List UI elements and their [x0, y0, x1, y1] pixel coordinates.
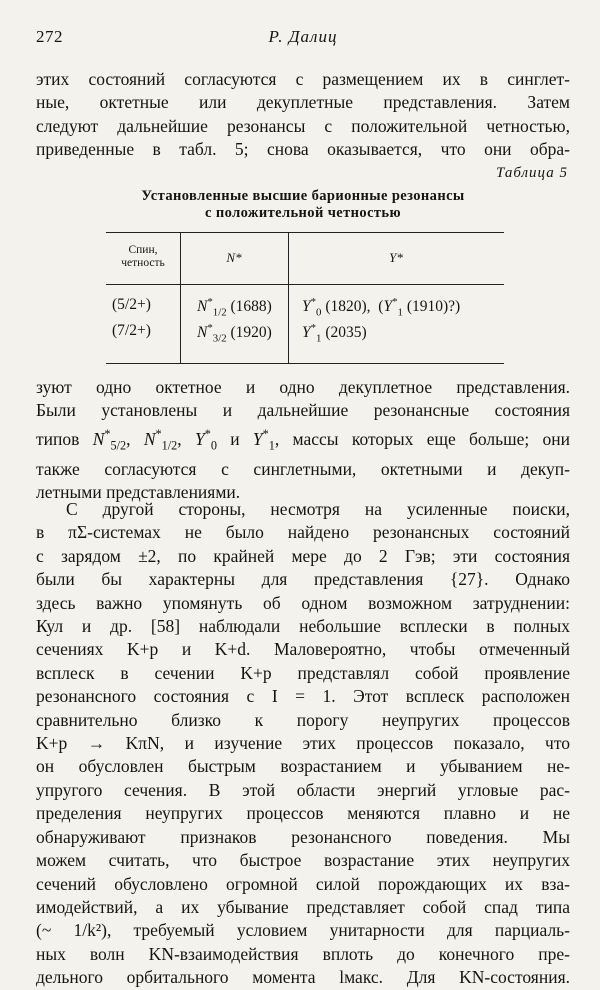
- text-line: типов $N^*_{5/2}$, $N^*_{1/2}$, $Y^*_0$ и $Y^*_1$, массы которых еще больше; они: [36, 426, 571, 453]
- text-line: С другой стороны, несмотря на усиленные поиски,: [66, 499, 570, 519]
- paragraph-3: [36, 498, 570, 990]
- text-line: (~ 1/k²), требуемый условием унитарности для парциаль-: [36, 920, 570, 941]
- text-line: сравнительно близко к порогу неупругих процессов: [36, 709, 570, 730]
- table-rule-bottom: [106, 363, 504, 364]
- row-spin: (7/2+): [112, 322, 151, 339]
- text-line: пределения неупругих процессов меняются плавно и не: [36, 803, 570, 824]
- header-spin: [106, 244, 180, 270]
- table-rule-top: [106, 232, 504, 233]
- text-line: сечениях K+p и K+d. Маловероятно, чтобы отмеченный: [36, 639, 570, 660]
- text-line: дельного орбитального момента lмакс. Для KN-состояния.: [36, 967, 570, 988]
- text-line: здесь важно упомянуть об одном возможном затруднении:: [36, 592, 570, 613]
- text-line: летными представлениями.: [36, 481, 241, 502]
- page-number: 272: [36, 27, 63, 46]
- text-line: зуют одно октетное и одно декуплетное представления.: [36, 377, 570, 397]
- table-title-line: Установленные высшие барионные резонансы: [141, 188, 465, 204]
- text-line: следуют дальнейшие резонансы с положительной четностью,: [36, 115, 570, 136]
- table-title-line: с положительной четностью: [205, 205, 401, 221]
- y-mass: (1820),: [325, 298, 371, 316]
- text-line: всплеск в сечении K+p представлял собой проявление: [36, 662, 570, 683]
- text-line: ные, октетные или декуплетные представления. Затем: [36, 92, 570, 113]
- text-line: он обусловлен быстрым возрастанием и убыванием не-: [36, 756, 570, 777]
- text-line: обнаруживают признаков резонансного поведения. Мы: [36, 826, 570, 847]
- text-line: имодействий, а их убывание представляет собой спад типа: [36, 896, 570, 917]
- text-line: также согласуются с синглетными, октетными и декуп-: [36, 458, 570, 479]
- header-spin-line: четность: [121, 257, 165, 269]
- row-n: $N^*_{3/2}$ (1920): [197, 322, 272, 345]
- text-line: упругого сечения. В этой области энергий угловые рас-: [36, 779, 570, 800]
- n-mass: (1920): [230, 324, 272, 342]
- page-header: [36, 27, 570, 53]
- text-line: можем считать, что быстрое возрастание этих неупругих: [36, 850, 570, 871]
- text-line: в πΣ-системах не было найдено резонансных состояний: [36, 522, 570, 543]
- text-line: K+p → KπN, и изучение этих процессов показало, что: [36, 733, 570, 754]
- n-mass: (1688): [230, 298, 272, 316]
- resonance-table: [106, 232, 504, 364]
- table-caption: Таблица 5: [496, 165, 568, 181]
- row-spin: (5/2+): [112, 296, 151, 313]
- table-rule-header: [106, 284, 504, 285]
- text-line: с зарядом ±2, по крайней мере до 2 Гэв; эти состояния: [36, 545, 570, 566]
- row-y: $Y^*_1$ (2035): [302, 322, 367, 345]
- text-line: сечений обусловлено огромной силой порождающих их вза-: [36, 873, 570, 894]
- header-spin-line: Спин,: [128, 244, 158, 256]
- paragraph-2: [36, 376, 570, 504]
- text-line: были бы характерны для представления {27}. Однако: [36, 569, 570, 590]
- text-line: ных волн KN-взаимодействия вплоть до конечного пре-: [36, 943, 570, 964]
- text-line: Были установлены и дальнейшие резонансные состояния: [36, 400, 570, 421]
- header-n: N*: [226, 250, 242, 265]
- text-line: Кул и др. [58] наблюдали небольшие всплески в полных: [36, 616, 570, 637]
- running-title: Р. Далиц: [268, 27, 338, 46]
- row-n: $N^*_{1/2}$ (1688): [197, 296, 272, 319]
- y-mass: (2035): [325, 324, 367, 342]
- header-y: Y*: [389, 250, 403, 265]
- paragraph-1: [36, 68, 570, 162]
- y-mass: (1910)?): [406, 298, 461, 316]
- table-title: [36, 188, 570, 222]
- row-y: $Y^*_0$ (1820), ($Y^*_1$ (1910)?): [302, 296, 461, 319]
- text-line: резонансного состояния с I = 1. Этот всплеск расположен: [36, 686, 570, 707]
- text-line: этих состояний согласуются с размещением их в синглет-: [36, 69, 570, 89]
- text-line: приведенные в табл. 5; снова оказывается, что они обра-: [36, 139, 570, 160]
